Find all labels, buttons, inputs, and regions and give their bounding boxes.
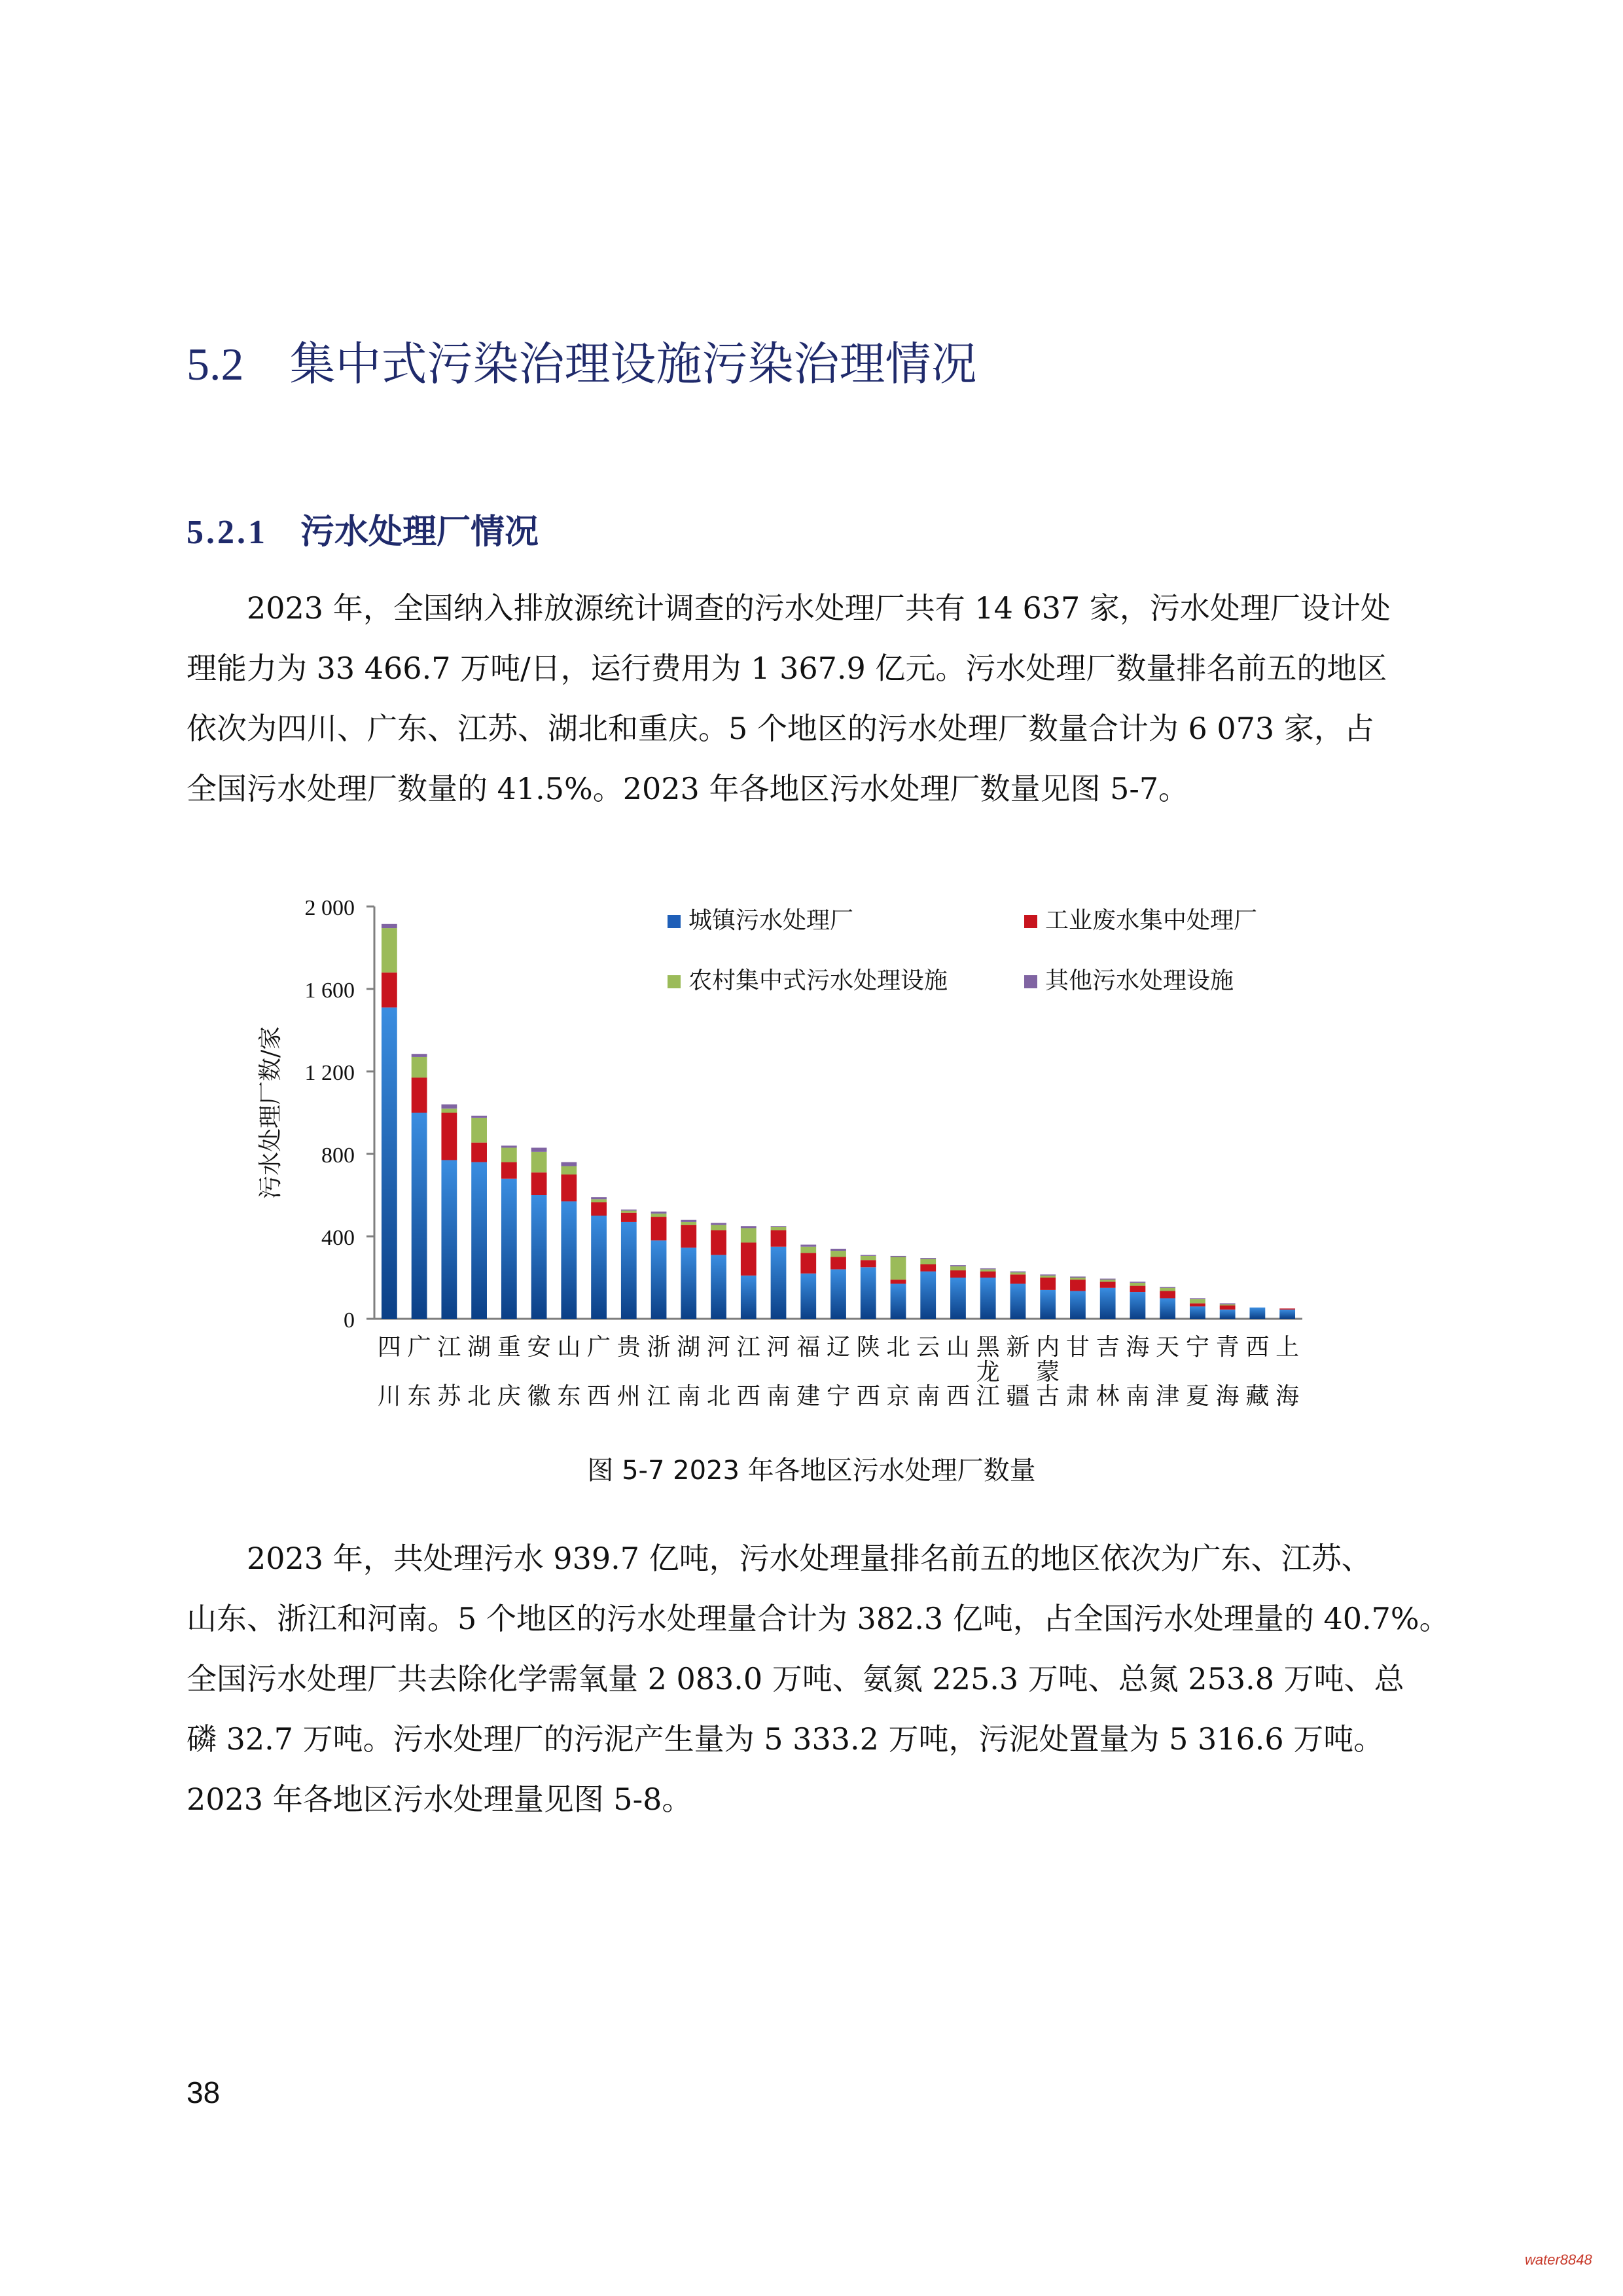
bar-segment (651, 1213, 667, 1217)
bar-segment (830, 1269, 846, 1319)
bar-segment (980, 1272, 996, 1278)
bar-segment (382, 1007, 397, 1319)
x-tick-label: 藏 (1245, 1383, 1270, 1410)
x-tick-label: 南 (766, 1383, 791, 1410)
x-tick-label: 苏 (437, 1383, 461, 1410)
x-tick-label: 重 (497, 1334, 521, 1361)
bar-segment (1100, 1280, 1116, 1282)
bar-segment (1190, 1306, 1205, 1319)
x-tick-label: 辽 (826, 1334, 851, 1361)
x-tick-label: 贵 (616, 1334, 641, 1361)
x-tick-label: 内 (1036, 1334, 1060, 1361)
bar-segment (861, 1256, 876, 1260)
paragraph-1-line: 理能力为 33 466.7 万吨/日，运行费用为 1 367.9 亿元。污水处理厂数量排名前五的地区 (187, 651, 1387, 686)
bar-segment (591, 1216, 607, 1319)
paragraph-1-line: 全国污水处理厂数量的 41.5%。2023 年各地区污水处理厂数量见图 5-7。 (187, 771, 1189, 806)
bar-segment (920, 1258, 936, 1259)
x-tick-label: 江 (736, 1334, 760, 1361)
bar-segment (651, 1217, 667, 1240)
watermark-logo: water8848 (1525, 2251, 1592, 2268)
x-tick-label: 广 (587, 1334, 611, 1361)
bar-segment (501, 1162, 517, 1179)
x-tick-label: 蒙 (1036, 1359, 1060, 1386)
bar-segment (800, 1274, 816, 1319)
bar-segment (891, 1280, 906, 1283)
bar-segment (471, 1116, 487, 1118)
x-tick-label: 山 (557, 1334, 581, 1361)
bar-segment (920, 1259, 936, 1265)
bar-segment (501, 1145, 517, 1147)
x-tick-label: 甘 (1065, 1334, 1090, 1361)
paragraph-2-line: 山东、浙江和河南。5 个地区的污水处理量合计为 382.3 亿吨，占全国污水处理量的 40.7%。 (187, 1601, 1450, 1636)
x-tick-label: 西 (856, 1383, 880, 1410)
legend-label: 农村集中式污水处理设施 (688, 967, 948, 994)
x-tick-label: 陕 (856, 1334, 880, 1361)
bar-segment (1190, 1299, 1205, 1303)
bar-segment (741, 1242, 757, 1275)
paragraph-2-line: 全国污水处理厂共去除化学需氧量 2 083.0 万吨、氨氮 225.3 万吨、总氮 253.8 万吨、总 (187, 1661, 1404, 1696)
bar-segment (980, 1268, 996, 1270)
bar-segment (920, 1265, 936, 1272)
bar-segment (741, 1276, 757, 1319)
bar-segment (1010, 1272, 1026, 1274)
bar-segment (830, 1257, 846, 1270)
bar-segment (861, 1255, 876, 1256)
bar-segment (1220, 1310, 1236, 1319)
bar-segment (441, 1109, 457, 1113)
x-tick-label: 徽 (527, 1383, 551, 1410)
bar-segment (980, 1269, 996, 1271)
bar-segment (950, 1270, 966, 1278)
bar-segment (531, 1172, 547, 1195)
bar-segment (1220, 1306, 1236, 1310)
paragraph-2-line: 2023 年各地区污水处理量见图 5-8。 (187, 1782, 692, 1817)
subsection-title: 污水处理厂情况 (300, 512, 539, 552)
paragraph-2 (187, 1528, 1450, 1829)
x-tick-label: 宁 (1185, 1334, 1209, 1361)
bar-segment (741, 1226, 757, 1228)
page-number: 38 (187, 2075, 221, 2109)
bar-segment (1100, 1288, 1116, 1319)
section-number: 5.2 (187, 340, 244, 390)
y-tick-label: 0 (344, 1308, 355, 1333)
bar-segment (651, 1240, 667, 1319)
x-tick-label: 海 (1275, 1383, 1300, 1410)
legend-label: 工业废水集中处理厂 (1045, 907, 1258, 934)
bar-segment (950, 1278, 966, 1319)
x-tick-label: 上 (1275, 1334, 1300, 1361)
y-tick-label: 400 (321, 1226, 355, 1250)
bar-segment (531, 1148, 547, 1152)
bar-segment (1160, 1287, 1175, 1288)
bar-segment (621, 1211, 637, 1213)
bar-segment (621, 1210, 637, 1211)
bar-segment (591, 1197, 607, 1199)
bar-segment (441, 1160, 457, 1319)
bar-segment (1220, 1303, 1236, 1304)
bar-segment (412, 1113, 427, 1319)
x-tick-label: 青 (1215, 1334, 1240, 1361)
bar-segment (412, 1054, 427, 1057)
x-tick-label: 南 (677, 1383, 701, 1410)
bar-segment (1130, 1286, 1146, 1292)
x-tick-label: 林 (1096, 1383, 1120, 1410)
x-tick-label: 疆 (1006, 1383, 1030, 1410)
bar-segment (1249, 1308, 1265, 1319)
bar-segment (471, 1143, 487, 1162)
x-tick-label: 津 (1156, 1383, 1180, 1410)
x-tick-label: 浙 (647, 1334, 671, 1361)
bar-segment (1160, 1288, 1175, 1291)
x-tick-label: 西 (587, 1383, 611, 1410)
paragraph-1-line: 2023 年，全国纳入排放源统计调查的污水处理厂共有 14 637 家，污水处理厂设计处 (247, 590, 1391, 626)
legend-swatch (668, 975, 681, 988)
bar-segment (561, 1175, 577, 1202)
bar-segment (681, 1222, 696, 1225)
y-tick-label: 1 200 (304, 1061, 355, 1085)
bar-segment (591, 1202, 607, 1215)
bar-segment (950, 1266, 966, 1270)
x-tick-label: 南 (1126, 1383, 1150, 1410)
bar-segment (1040, 1274, 1056, 1276)
x-tick-label: 东 (557, 1383, 581, 1410)
bar-segment (711, 1223, 726, 1225)
bar-segment (891, 1283, 906, 1319)
bar-segment (920, 1272, 936, 1319)
x-tick-label: 湖 (467, 1334, 491, 1361)
section-title: 集中式污染治理设施污染治理情况 (289, 337, 977, 391)
bar-segment (1100, 1279, 1116, 1280)
x-tick-label: 黑 (976, 1334, 1000, 1361)
bar-segment (830, 1251, 846, 1257)
x-tick-label: 建 (796, 1383, 821, 1410)
x-tick-label: 龙 (976, 1359, 1000, 1386)
bar-segment (1130, 1292, 1146, 1319)
bar-segment (1190, 1303, 1205, 1306)
bar-segment (382, 924, 397, 928)
bar-segment (1100, 1282, 1116, 1287)
bar-segment (1010, 1274, 1026, 1283)
x-tick-label: 庆 (497, 1383, 521, 1410)
bar-segment (800, 1253, 816, 1274)
bar-segment (621, 1213, 637, 1222)
bar-segment (980, 1278, 996, 1319)
x-tick-label: 北 (707, 1383, 731, 1410)
bar-segment (891, 1256, 906, 1257)
x-tick-label: 广 (407, 1334, 431, 1361)
legend-label: 城镇污水处理厂 (688, 907, 854, 934)
bar-segment (471, 1162, 487, 1319)
y-tick-label: 1 600 (304, 978, 355, 1003)
x-tick-label: 北 (886, 1334, 910, 1361)
x-tick-label: 湖 (677, 1334, 701, 1361)
x-tick-label: 南 (916, 1383, 940, 1410)
bar-segment (861, 1260, 876, 1267)
bar-segment (681, 1247, 696, 1319)
bar-segment (861, 1267, 876, 1319)
bar-segment (1070, 1276, 1086, 1278)
bar-segment (771, 1227, 787, 1230)
x-tick-label: 福 (796, 1334, 821, 1361)
paragraph-2-line: 磷 32.7 万吨。污水处理厂的污泥产生量为 5 333.2 万吨，污泥处置量为 5 316.6 万吨。 (187, 1721, 1384, 1757)
x-tick-label: 山 (946, 1334, 970, 1361)
bar-segment (1010, 1272, 1026, 1273)
x-tick-label: 江 (437, 1334, 461, 1361)
paragraph-2-line: 2023 年，共处理污水 939.7 亿吨，污水处理量排名前五的地区依次为广东、江苏、 (247, 1541, 1372, 1576)
bar-segment (651, 1211, 667, 1213)
bar-segment (681, 1220, 696, 1222)
x-tick-label: 天 (1156, 1334, 1180, 1361)
bar-segment (1279, 1310, 1295, 1319)
x-tick-label: 宁 (826, 1383, 851, 1410)
bar-segment (1190, 1299, 1205, 1300)
x-tick-label: 州 (616, 1383, 641, 1410)
y-axis-label: 污水处理厂数/家 (257, 1026, 284, 1200)
bar-segment (1040, 1290, 1056, 1319)
bar-segment (1130, 1282, 1146, 1283)
bar-segment (591, 1199, 607, 1202)
x-tick-label: 西 (946, 1383, 970, 1410)
bar-segment (741, 1228, 757, 1242)
bar-segment (382, 973, 397, 1008)
bar-segment (531, 1152, 547, 1173)
bar-segment (681, 1225, 696, 1248)
bar-segment (830, 1249, 846, 1251)
bar-segment (412, 1077, 427, 1113)
bar-segment (1010, 1283, 1026, 1319)
bar-segment (771, 1230, 787, 1247)
x-tick-label: 夏 (1185, 1383, 1209, 1410)
bar-segment (800, 1247, 816, 1253)
bar-segment (711, 1225, 726, 1230)
bar-segment (1279, 1308, 1295, 1310)
x-tick-label: 肃 (1065, 1383, 1090, 1410)
bar-segment (471, 1118, 487, 1143)
y-tick-label: 800 (321, 1143, 355, 1168)
paragraph-1-line: 依次为四川、广东、江苏、湖北和重庆。5 个地区的污水处理厂数量合计为 6 073 家，占 (187, 711, 1374, 746)
bar-segment (1160, 1299, 1175, 1319)
bar-segment (531, 1195, 547, 1319)
figure-caption: 图 5-7 2023 年各地区污水处理厂数量 (587, 1456, 1036, 1486)
bar-segment (1130, 1283, 1146, 1286)
bar-segment (711, 1255, 726, 1319)
x-tick-label: 江 (976, 1383, 1000, 1410)
x-tick-label: 江 (647, 1383, 671, 1410)
bar-segment (771, 1247, 787, 1319)
legend-swatch (1024, 915, 1037, 928)
bar-segment (441, 1104, 457, 1108)
bar-segment (621, 1222, 637, 1319)
bar-segment (501, 1148, 517, 1162)
bar-segment (1070, 1291, 1086, 1319)
x-tick-label: 新 (1006, 1334, 1030, 1361)
x-tick-label: 河 (707, 1334, 731, 1361)
x-tick-label: 北 (467, 1383, 491, 1410)
bar-segment (771, 1226, 787, 1227)
bar-segment (711, 1230, 726, 1255)
x-tick-label: 安 (527, 1334, 551, 1361)
bar-segment (1220, 1304, 1236, 1306)
legend-swatch (1024, 975, 1037, 988)
bar-segment (412, 1057, 427, 1078)
x-tick-label: 河 (766, 1334, 791, 1361)
x-tick-label: 东 (407, 1383, 431, 1410)
bar-segment (1070, 1278, 1086, 1280)
bar-segment (891, 1257, 906, 1280)
bar-segment (501, 1179, 517, 1319)
bar-segment (1040, 1276, 1056, 1278)
bar-segment (1040, 1278, 1056, 1290)
bar-segment (1070, 1280, 1086, 1291)
x-tick-label: 海 (1126, 1334, 1150, 1361)
bar-segment (950, 1265, 966, 1266)
bar-segment (800, 1245, 816, 1247)
subsection-number: 5.2.1 (187, 514, 268, 551)
bar-segment (441, 1113, 457, 1160)
x-tick-label: 川 (377, 1383, 401, 1410)
bar-segment (1160, 1291, 1175, 1298)
bar-segment (561, 1201, 577, 1319)
bar-segment (561, 1166, 577, 1175)
x-tick-label: 四 (377, 1334, 401, 1361)
bar-segment (382, 928, 397, 973)
x-tick-label: 古 (1036, 1383, 1060, 1410)
x-tick-label: 西 (1245, 1334, 1270, 1361)
x-tick-label: 海 (1215, 1383, 1240, 1410)
x-tick-label: 京 (886, 1383, 910, 1410)
x-tick-label: 西 (736, 1383, 760, 1410)
y-tick-label: 2 000 (304, 896, 355, 920)
bar-segment (561, 1162, 577, 1166)
x-tick-label: 吉 (1096, 1334, 1120, 1361)
legend-label: 其他污水处理设施 (1045, 967, 1234, 994)
legend-swatch (668, 915, 681, 928)
x-tick-label: 云 (916, 1334, 940, 1361)
